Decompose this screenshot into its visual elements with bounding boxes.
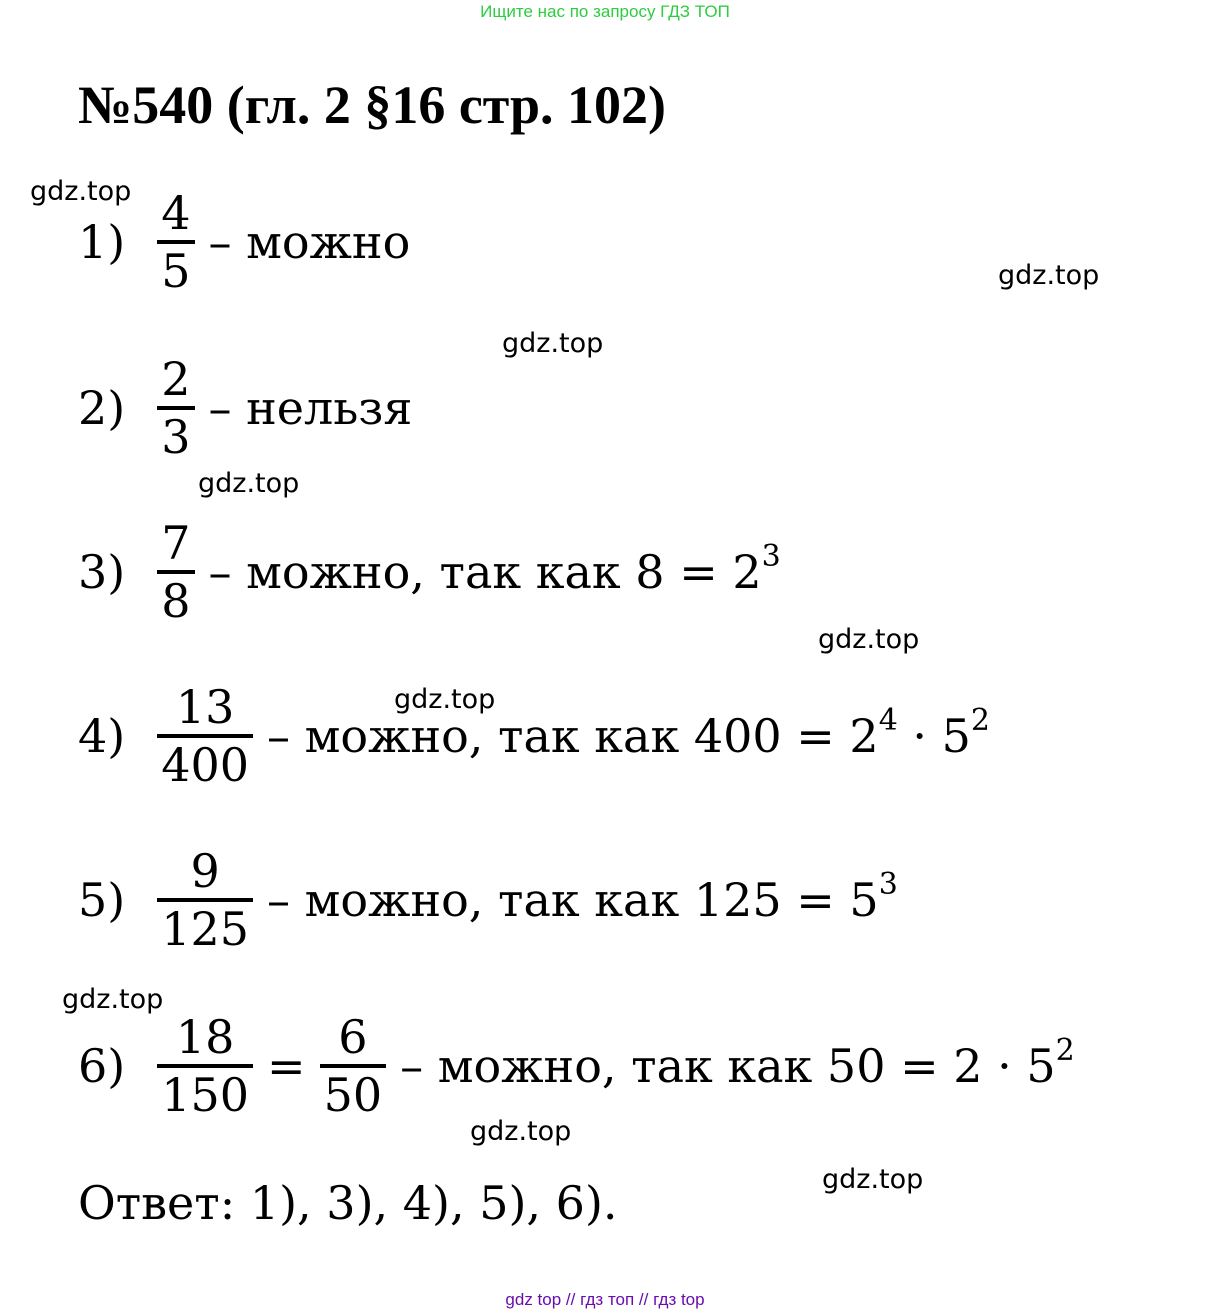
fraction-numerator: 18	[175, 1010, 235, 1064]
item-text	[208, 539, 781, 599]
solution-item	[78, 352, 413, 464]
fraction-reduced	[320, 1010, 387, 1122]
fraction	[157, 516, 194, 628]
item-text: – нельзя	[208, 381, 413, 435]
watermark: gdz.top	[502, 328, 604, 359]
exponent: 4	[878, 703, 898, 738]
watermark: gdz.top	[998, 260, 1100, 291]
item-text-tail: · 5	[897, 709, 971, 763]
fraction	[157, 844, 253, 956]
item-number: 1)	[78, 215, 126, 269]
item-text: – можно	[208, 215, 411, 269]
fraction-numerator: 9	[190, 844, 220, 898]
watermark: gdz.top	[30, 176, 132, 207]
item-text	[267, 703, 991, 763]
solution-item	[78, 844, 898, 956]
fraction-denominator: 5	[157, 240, 194, 294]
equals-sign: =	[267, 1039, 306, 1093]
fraction-numerator: 13	[175, 680, 235, 734]
watermark: gdz.top	[62, 984, 164, 1015]
item-number: 4)	[78, 709, 126, 763]
fraction-numerator: 2	[161, 352, 191, 406]
exponent: 3	[761, 539, 781, 574]
item-number: 6)	[78, 1039, 126, 1093]
item-number: 3)	[78, 545, 126, 599]
fraction-numerator: 4	[161, 186, 191, 240]
item-text-main: – можно, так как 8 = 2	[208, 545, 762, 599]
item-number: 2)	[78, 381, 126, 435]
fraction-numerator: 7	[161, 516, 191, 570]
solution-item	[78, 186, 411, 298]
page-title: №540 (гл. 2 §16 стр. 102)	[78, 75, 666, 135]
exponent: 2	[970, 703, 991, 738]
search-banner: Ищите нас по запросу ГДЗ ТОП	[480, 2, 730, 21]
solution-item	[78, 1010, 1075, 1122]
item-text-main: – можно, так как 400 = 2	[267, 709, 879, 763]
watermark: gdz.top	[818, 624, 920, 655]
item-text-main: – можно, так как 50 = 2 · 5	[400, 1039, 1056, 1093]
fraction-denominator: 150	[157, 1064, 253, 1118]
fraction-denominator: 3	[157, 406, 194, 460]
fraction-denominator: 8	[157, 570, 194, 624]
item-text	[267, 867, 898, 927]
fraction	[157, 186, 194, 298]
fraction-denominator: 400	[157, 734, 253, 788]
watermark: gdz.top	[470, 1116, 572, 1147]
exponent: 2	[1055, 1033, 1075, 1068]
exponent: 3	[878, 867, 898, 902]
item-text-main: – можно, так как 125 = 5	[267, 873, 879, 927]
item-text	[400, 1033, 1075, 1093]
fraction	[157, 680, 253, 792]
watermark: gdz.top	[822, 1164, 924, 1195]
fraction-denominator: 125	[157, 898, 253, 952]
watermark: gdz.top	[394, 684, 496, 715]
solution-item	[78, 680, 991, 792]
fraction	[157, 352, 194, 464]
answer-line: Ответ: 1), 3), 4), 5), 6).	[78, 1176, 618, 1230]
solution-item	[78, 516, 781, 628]
fraction	[157, 1010, 253, 1122]
footer-links: gdz top // гдз топ // гдз top	[505, 1290, 705, 1309]
fraction-numerator: 6	[338, 1010, 368, 1064]
fraction-denominator: 50	[320, 1064, 387, 1118]
watermark: gdz.top	[198, 468, 300, 499]
item-number: 5)	[78, 873, 126, 927]
